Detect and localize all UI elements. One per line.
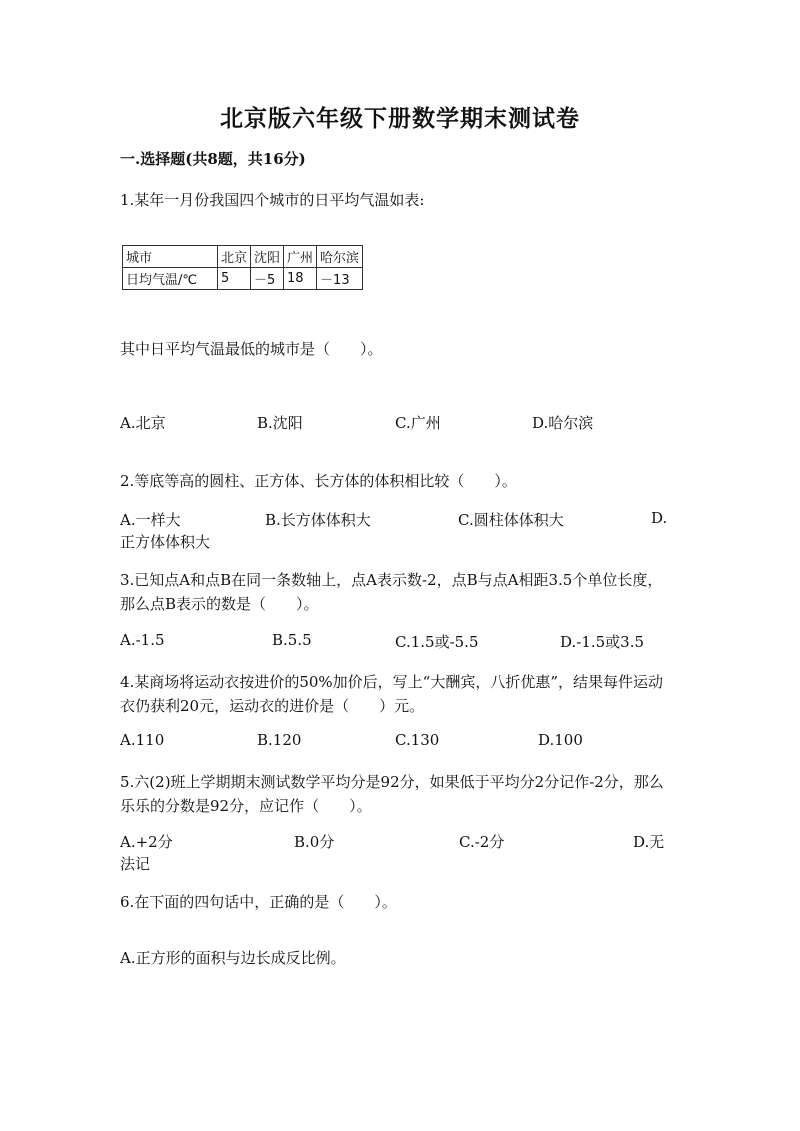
table-cell: 哈尔滨 <box>317 246 363 268</box>
table-cell: －13 <box>317 268 363 290</box>
option-c[interactable]: C.-2分 <box>459 833 505 851</box>
option-d[interactable]: D.哈尔滨 <box>532 414 594 432</box>
option-d[interactable]: D.无 <box>633 833 665 851</box>
temperature-table <box>122 245 363 290</box>
option-b[interactable]: B.120 <box>257 731 302 749</box>
question-1-stem: 1.某年一月份我国四个城市的日平均气温如表: <box>120 191 425 209</box>
option-a[interactable]: A.一样大 <box>120 511 181 529</box>
option-d-continuation: 法记 <box>120 855 151 873</box>
option-a[interactable]: A.+2分 <box>120 833 173 851</box>
option-c[interactable]: C.1.5或-5.5 <box>395 633 479 651</box>
question-4-options <box>120 731 676 755</box>
table-cell: 广州 <box>284 246 317 268</box>
option-b[interactable]: B.5.5 <box>272 631 312 649</box>
option-b[interactable]: B.长方体体积大 <box>265 511 371 529</box>
option-d-continuation: 正方体体积大 <box>120 533 211 551</box>
question-5-stem: 5.六(2)班上学期期末测试数学平均分是92分，如果低于平均分2分记作-2分，那么乐乐的分数是92分，应记作（ ）。 <box>120 773 664 815</box>
table-cell: 5 <box>218 268 251 290</box>
option-a[interactable]: A.110 <box>120 731 165 749</box>
option-c[interactable]: C.圆柱体体积大 <box>458 511 564 529</box>
question-1-sub: 其中日平均气温最低的城市是（ ）。 <box>120 340 383 358</box>
question-3-options <box>120 631 676 655</box>
option-c[interactable]: C.广州 <box>395 414 441 432</box>
table-cell: 日均气温/℃ <box>123 268 218 290</box>
table-cell: 北京 <box>218 246 251 268</box>
question-6-stem: 6.在下面的四句话中，正确的是（ ）。 <box>120 893 397 911</box>
question-2-stem: 2.等底等高的圆柱、正方体、长方体的体积相比较（ ）。 <box>120 472 517 490</box>
question-3-stem: 3.已知点A和点B在同一条数轴上，点A表示数-2，点B与点A相距3.5个单位长度，那么点B表示的数是（ ）。 <box>120 571 663 613</box>
table-cell: －5 <box>251 268 284 290</box>
option-c[interactable]: C.130 <box>395 731 440 749</box>
section-heading: 一.选择题(共8题，共16分) <box>120 150 306 168</box>
question-1-options <box>120 412 676 436</box>
question-4-stem: 4.某商场将运动衣按进价的50%加价后，写上“大酬宾，八折优惠”，结果每件运动衣仍获利20元，运动衣的进价是（ ）元。 <box>120 673 663 715</box>
option-a[interactable]: A.-1.5 <box>120 631 165 649</box>
table-header-row <box>123 246 363 268</box>
question-6-options <box>120 947 676 971</box>
table-row <box>123 268 363 290</box>
option-a[interactable]: A.正方形的面积与边长成反比例。 <box>120 949 346 967</box>
table-cell: 18 <box>284 268 317 290</box>
option-d[interactable]: D.100 <box>538 731 583 749</box>
option-b[interactable]: B.0分 <box>294 833 335 851</box>
option-d[interactable]: D. <box>651 509 668 527</box>
page-title: 北京版六年级下册数学期末测试卷 <box>220 105 580 132</box>
option-d[interactable]: D.-1.5或3.5 <box>560 633 645 651</box>
option-b[interactable]: B.沈阳 <box>257 414 303 432</box>
option-a[interactable]: A.北京 <box>120 414 166 432</box>
table-cell: 沈阳 <box>251 246 284 268</box>
table-cell: 城市 <box>123 246 218 268</box>
